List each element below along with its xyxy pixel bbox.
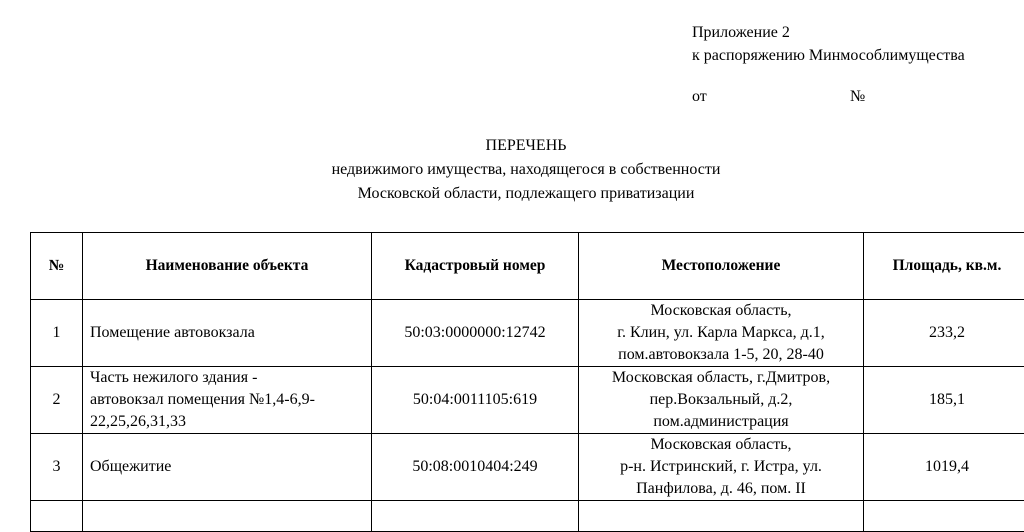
- location-line: Московская область,: [585, 434, 857, 456]
- header-number: №: [31, 233, 83, 300]
- object-name-line: 22,25,26,31,33: [90, 411, 365, 433]
- cadastral-number: 50:08:0010404:249: [372, 434, 579, 501]
- table-row-partial: [31, 501, 1024, 532]
- document-title: [0, 134, 1024, 206]
- table-row: [31, 367, 1024, 434]
- area-value: [864, 501, 1024, 532]
- row-number: 3: [31, 434, 83, 501]
- location-line: Московская область,: [585, 300, 857, 322]
- table-row: [31, 300, 1024, 367]
- appendix-date-number-row: [692, 85, 965, 108]
- area-value: 185,1: [864, 367, 1024, 434]
- location: [579, 300, 864, 367]
- number-label: №: [850, 85, 865, 108]
- table-header-row: [31, 233, 1024, 300]
- row-number: 1: [31, 300, 83, 367]
- header-cadastral-number: Кадастровый номер: [372, 233, 579, 300]
- table-row: [31, 434, 1024, 501]
- object-name-line: автовокзал помещения №1,4-6,9-: [90, 389, 365, 411]
- area-value: 233,2: [864, 300, 1024, 367]
- cadastral-number: [372, 501, 579, 532]
- appendix-order-reference: к распоряжению Минмособлимущества: [692, 44, 965, 67]
- object-name: [83, 367, 372, 434]
- location-line: пом.автовокзала 1-5, 20, 28-40: [585, 344, 857, 366]
- header-area: Площадь, кв.м.: [864, 233, 1024, 300]
- object-name: [83, 501, 372, 532]
- cadastral-number: 50:03:0000000:12742: [372, 300, 579, 367]
- location-line: пом.администрация: [585, 411, 857, 433]
- date-label: от: [692, 85, 707, 108]
- property-table: [30, 232, 1024, 532]
- location-line: Московская область, г.Дмитров,: [585, 367, 857, 389]
- location-line: г. Клин, ул. Карла Маркса, д.1,: [585, 322, 857, 344]
- area-value: 1019,4: [864, 434, 1024, 501]
- location: [579, 501, 864, 532]
- title-line-1: недвижимого имущества, находящегося в собственности: [0, 158, 1024, 182]
- location: [579, 434, 864, 501]
- location: [579, 367, 864, 434]
- header-object-name: Наименование объекта: [83, 233, 372, 300]
- row-number: 2: [31, 367, 83, 434]
- object-name: Общежитие: [83, 434, 372, 501]
- header-location: Местоположение: [579, 233, 864, 300]
- location-line: пер.Вокзальный, д.2,: [585, 389, 857, 411]
- row-number: [31, 501, 83, 532]
- cadastral-number: 50:04:0011105:619: [372, 367, 579, 434]
- title-heading: ПЕРЕЧЕНЬ: [0, 134, 1024, 158]
- location-line: Панфилова, д. 46, пом. II: [585, 478, 857, 500]
- location-line: р-н. Истринский, г. Истра, ул.: [585, 456, 857, 478]
- title-line-2: Московской области, подлежащего приватизации: [0, 182, 1024, 206]
- object-name: Помещение автовокзала: [83, 300, 372, 367]
- appendix-header: [692, 21, 965, 108]
- object-name-line: Часть нежилого здания -: [90, 367, 365, 389]
- appendix-number: Приложение 2: [692, 21, 965, 44]
